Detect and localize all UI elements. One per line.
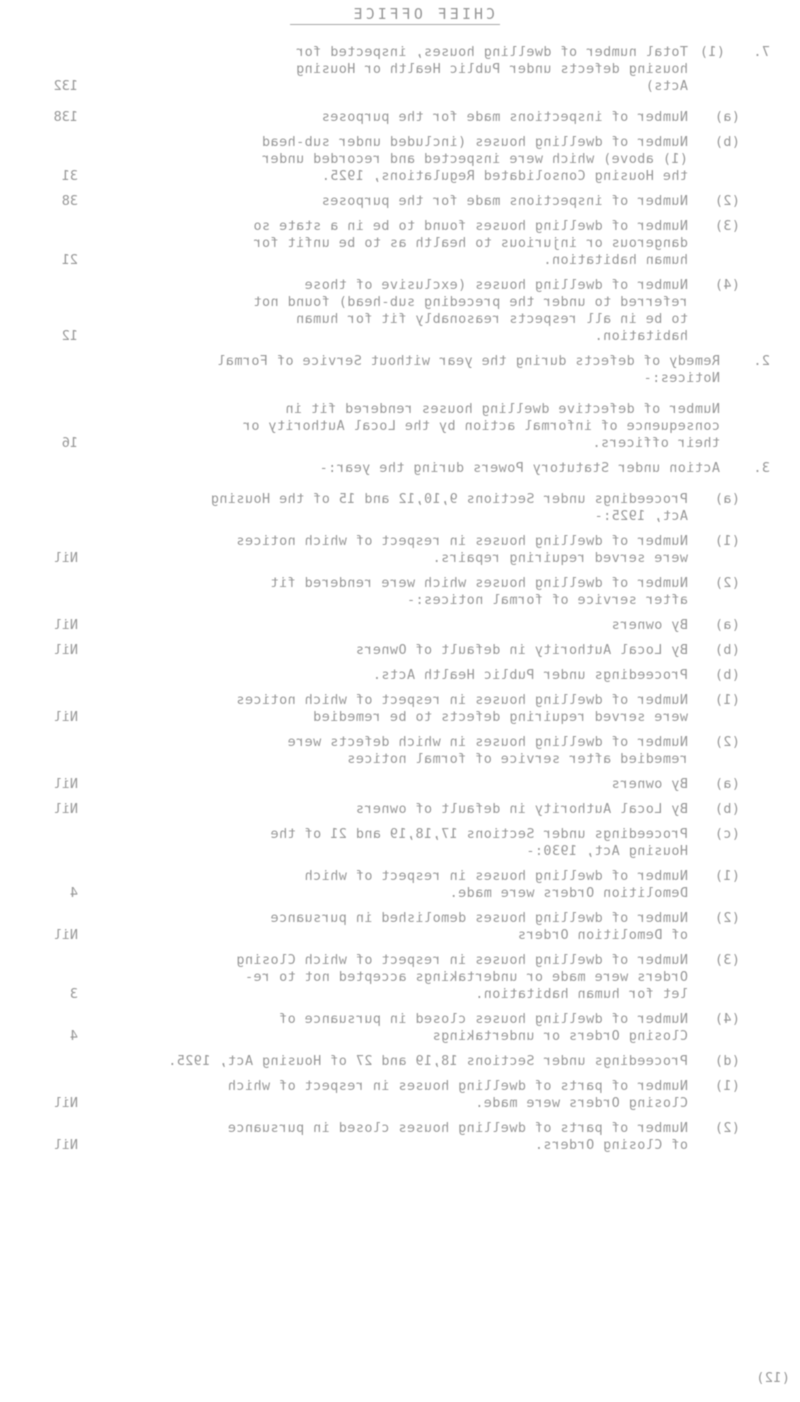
entry-value: 138 [53,109,78,125]
entry-label: (a) [714,491,740,507]
entry-label: (2) [714,1120,740,1136]
entry-text-line: to be in all respects reasonably fit for human [295,311,688,327]
entry-label: (b) [714,134,740,150]
entry-text-line: Number of dwelling houses found to be in a state so [253,218,688,234]
entry-text-line: Number of dwelling houses closed in pursuance of [278,1011,688,1027]
entry-text-line: Total number of dwelling houses, inspected for [295,44,688,60]
entry-label: (1) [714,868,740,884]
entry-text-line: Number of dwelling houses in respect of which Closing [236,952,688,968]
heading-underline [290,24,500,25]
entry-text-line: were served requiring defects to be remedied [312,709,688,725]
entry-text-line: after service of formal notices:- [406,592,688,608]
entry-text-line: of Demolition Orders [517,927,688,943]
entry-text-line: Number of dwelling houses (exclusive of those [304,277,688,293]
entry-text-line: Number of dwelling houses in respect of which [304,868,688,884]
entry-value: 12 [61,328,78,344]
entry-text-line: referred to under the preceding sub-head) found not [253,294,688,310]
entry-text-line: Number of inspections made for the purposes [321,109,688,125]
entry-text-line: Proceedings under Sections 9,10,12 and 15 of the Housing [210,491,688,507]
entry-number: 2. [752,353,770,369]
entry-text-line: By owners [611,617,688,633]
entry-text-line: housing defects under Public Health or Housing [295,61,688,77]
entry-text-line: consequence of informal action by the Local Authority or [242,418,720,434]
entry-text-line: Proceedings under Sections 17,18,19 and 21 of the [270,826,688,842]
entry-value: 38 [61,193,78,209]
entry-value: Nil [53,1095,78,1111]
entry-value: 132 [53,78,78,94]
entry-text-line: dangerous or injurious to health as to be unfit for [253,235,688,251]
entry-label: (3) [714,952,740,968]
entry-text-line: human habitation. [543,252,688,268]
entry-text-line: Number of parts of dwelling houses in respect of which [227,1078,688,1094]
entry-label: (3) [714,218,740,234]
entry-number: 3. [752,460,770,476]
page-heading: CHIEF OFFICE [350,5,495,23]
entry-text-line: Number of dwelling houses (included under sub-head [261,134,688,150]
entry-label: (4) [714,277,740,293]
entry-text-line: Demolition Orders were made. [449,885,688,901]
entry-text-line: By Local Authority in default of Owners [355,642,688,658]
entry-value: Nil [53,801,78,817]
entry-value: Nil [53,642,78,658]
entry-text-line: the Housing Consolidated Regulations, 1925. [321,168,688,184]
entry-text-line: Action under Statutory Powers during the year:- [319,460,720,476]
entry-text-line: Proceedings under Sections 18,19 and 27 of Housing Act, 1925. [167,1053,688,1069]
entry-value: Nil [53,617,78,633]
entry-text-line: Number of parts of dwelling houses closed in pursuance [227,1120,688,1136]
entry-text-line: (1) above) which were inspected and recorded under [261,151,688,167]
entry-value: 16 [61,435,78,451]
entry-text-line: Number of dwelling houses in respect of which notices [236,533,688,549]
entry-label: (1) [714,692,740,708]
entry-label: (b) [714,667,740,683]
entry-value: Nil [53,1137,78,1153]
entry-label: (d) [714,1053,740,1069]
entry-text-line: of Closing Orders. [534,1137,688,1153]
entry-text-line: Number of defective dwelling houses rendered fit in [285,401,720,417]
entry-label: (2) [714,575,740,591]
entry-label: (4) [714,1011,740,1027]
page-number: (12) [755,1370,790,1386]
entry-label: (a) [714,617,740,633]
entry-text-line: By Local Authority in default of owners [355,801,688,817]
entry-label: (b) [714,642,740,658]
entry-text-line: Orders were made or undertakings accepted not to re- [244,969,688,985]
entry-text-line: Housing Act, 1930:- [525,843,688,859]
entry-value: Nil [53,550,78,566]
entry-label: (a) [714,109,740,125]
entry-label: (1) [699,44,725,60]
entry-value: 3 [69,986,78,1002]
entry-label: (a) [714,776,740,792]
entry-value: Nil [53,709,78,725]
entry-text-line: Closing Orders were made. [474,1095,688,1111]
entry-text-line: Proceedings under Public Health Acts. [372,667,688,683]
entry-label: (2) [714,193,740,209]
entry-number: 7. [752,44,770,60]
entry-text-line: Number of dwelling houses which were rendered fit [270,575,688,591]
entry-text-line: Act, 1925:- [594,508,688,524]
entry-text-line: let for human habitation. [474,986,688,1002]
entry-text-line: habitation. [594,328,688,344]
entry-label: (c) [714,826,740,842]
entry-text-line: remedied after service of formal notices [346,751,688,767]
entry-label: (1) [714,533,740,549]
entry-value: 4 [69,1028,78,1044]
entry-text-line: Number of dwelling houses in which defects were [287,734,688,750]
entry-value: Nil [53,927,78,943]
entry-text-line: were served requiring repairs. [432,550,688,566]
entry-text-line: Number of dwelling houses demolished in pursuance [270,910,688,926]
entry-text-line: Acts) [645,78,688,94]
entry-value: Nil [53,776,78,792]
entry-value: 21 [61,252,78,268]
entry-text-line: Closing Orders or undertakings [432,1028,688,1044]
entry-text-line: their officers. [592,435,720,451]
entry-text-line: Number of dwelling houses in respect of which notices [236,692,688,708]
entry-text-line: Number of inspections made for the purposes [321,193,688,209]
entry-text-line: By owners [611,776,688,792]
entry-label: (2) [714,910,740,926]
entry-value: 4 [69,885,78,901]
entry-text-line: Notices:- [643,370,720,386]
entry-label: (2) [714,734,740,750]
entry-value: 31 [61,168,78,184]
entry-label: (1) [714,1078,740,1094]
entry-label: (b) [714,801,740,817]
entry-text-line: Remedy of defects during the year without Service of Formal [216,353,720,369]
